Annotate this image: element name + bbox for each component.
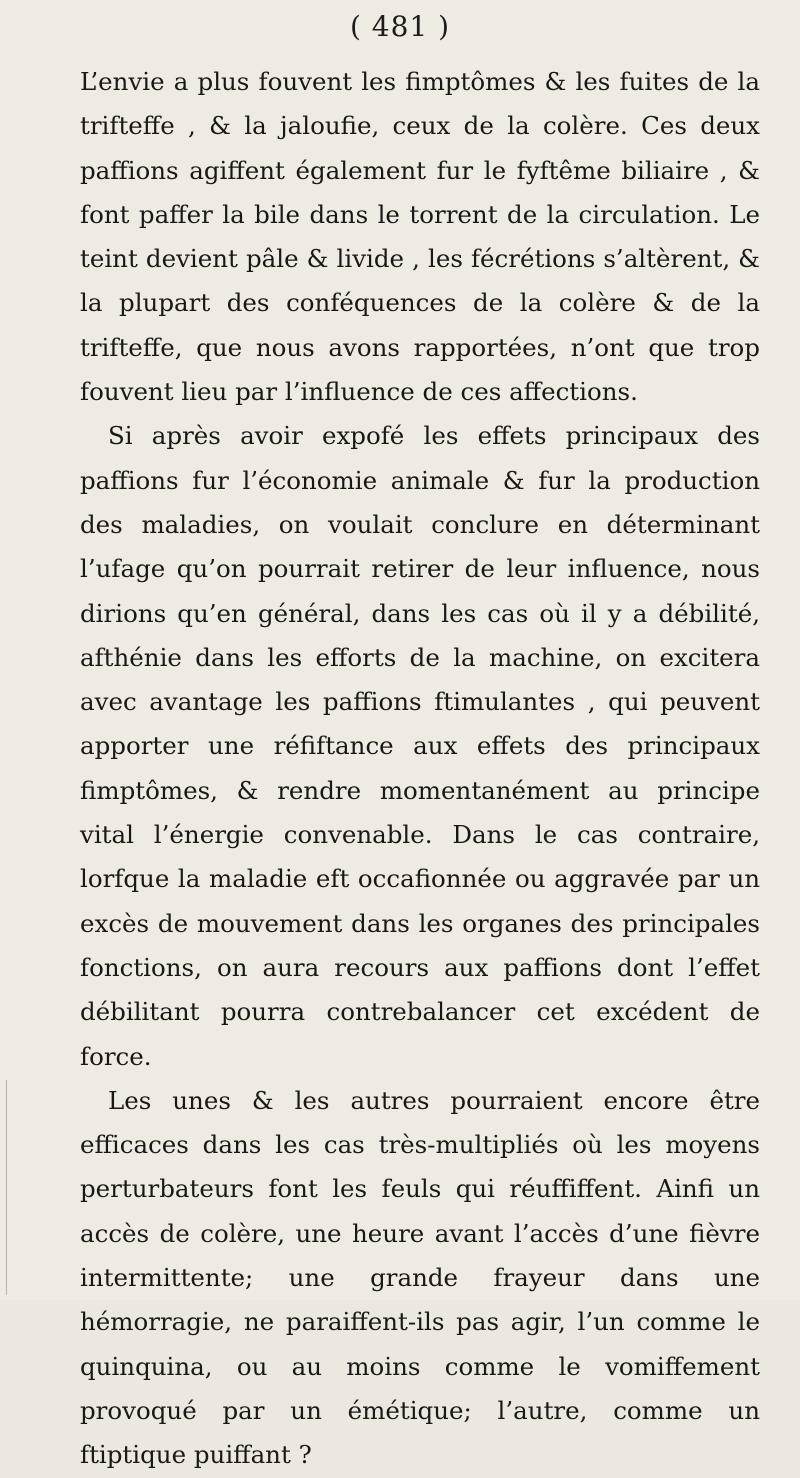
page-number: ( 481 )	[349, 10, 451, 43]
paragraph-3: Les unes & les autres pourraient encore être efficaces dans les cas très-multipliés où les moyens perturbateurs font les feuls qui réuffiffent. Ainfi un accès de colère, une heure avant l’accès d’une fièvre intermittente; une grande frayeur dans une hémorragie, ne paraiffent-ils pas agir, l’un comme le quinquina, ou au moins comme le vomiffement provoqué par un émétique; l’autre, comme un ftiptique puiffant ?	[80, 1085, 760, 1470]
paragraph-1: L’envie a plus fouvent les fimptômes & les fuites de la trifteffe , & la jaloufie, ceux de la colère. Ces deux paffions agiffent également fur le fyftême biliaire , & font paffer la bile dans le torrent de la circulation. Le teint devient pâle & livide , les fécrétions s’altèrent, & la plupart des conféquences de la colère & de la trifteffe, que nous avons rapportées, n’ont que trop fouvent lieu par l’influence de ces affections.	[80, 67, 760, 407]
page-edge-line	[6, 1080, 7, 1295]
paragraph-2: Si après avoir expofé les effets principaux des paffions fur l’économie animale & fur la production des maladies, on voulait conclure en déterminant l’ufage qu’on pourrait retirer de leur influence, nous dirions qu’en général, dans les cas où il y a débilité, afthénie dans les efforts de la machine, on excitera avec avantage les paffions ftimulantes , qui peuvent apporter une réfiftance aux effets des principaux fimptômes, & rendre momentanément au principe vital l’énergie convenable. Dans le cas contraire, lorfque la maladie eft occafionnée ou aggravée par un excès de mouvement dans les organes des principales fonctions, on aura recours aux paffions dont l’effet débilitant pourra contrebalancer cet excédent de force.	[80, 421, 760, 1071]
body-text	[80, 60, 760, 1478]
